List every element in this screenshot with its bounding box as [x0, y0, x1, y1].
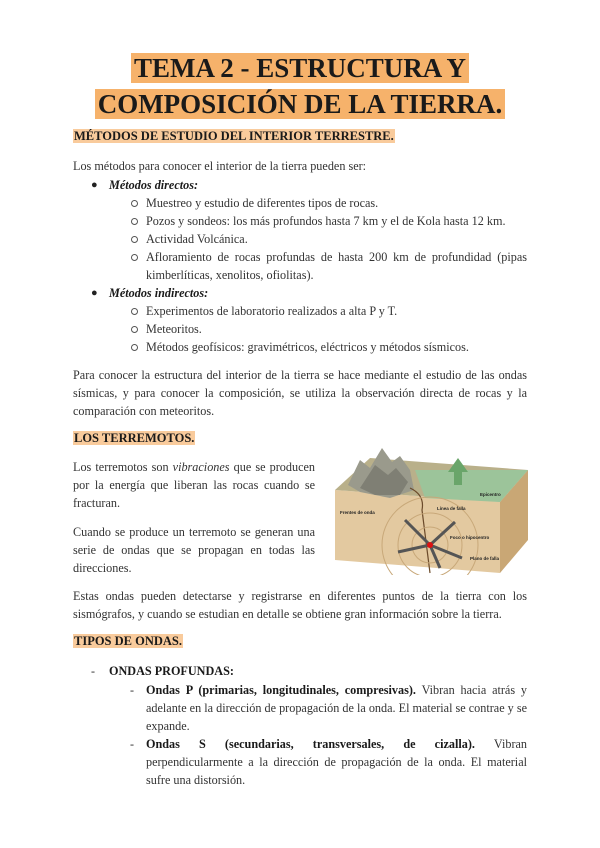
sub-bullet-circle	[131, 344, 138, 351]
label-fault-line: Línea de falla	[437, 506, 466, 511]
list-dash: -	[130, 737, 134, 751]
label-wave-fronts: Frentes de onda	[340, 510, 375, 515]
waves-paragraph: Cuando se produce un terremoto se generan una serie de ondas que se propagan en todas las direcciones.	[73, 525, 315, 575]
seismograph-paragraph: Estas ondas pueden detectarse y registrarse en diferentes puntos de la tierra con los sismógrafos, y cuando se estudian en detalle se obtiene gran información sobre la tierra.	[73, 589, 527, 621]
label-epicenter: Epicentro	[480, 492, 501, 497]
p-waves-text: Ondas P (primarias, longitudinales, compresivas). Vibran hacia atrás y adelante en la dirección de propagación de la onda. El material se contrae y se expande.	[146, 683, 528, 733]
heading-terremotos: LOS TERREMOTOS.	[74, 431, 195, 445]
deep-waves-label: ONDAS PROFUNDAS:	[109, 664, 234, 678]
direct-item-2: Pozos y sondeos: los más profundos hasta 7 km y el de Kola hasta 12 km.	[146, 214, 506, 228]
indirect-methods-label: Métodos indirectos:	[109, 286, 209, 300]
sub-bullet-circle	[131, 236, 138, 243]
label-hypocenter: Foco o hipocentro	[450, 535, 490, 540]
title-line-2: COMPOSICIÓN DE LA TIERRA.	[0, 86, 600, 122]
sub-bullet-circle	[131, 254, 138, 261]
structure-paragraph: Para conocer la estructura del interior de la tierra se hace mediante el estudio de las ondas sísmicas, y para conocer la composición, se utiliza la observación directa de rocas y la comparación con meteoritos.	[73, 368, 527, 418]
direct-item-3: Actividad Volcánica.	[146, 232, 248, 246]
heading-tipos-ondas: TIPOS DE ONDAS.	[74, 634, 183, 648]
direct-item-1: Muestreo y estudio de diferentes tipos de rocas.	[146, 196, 379, 210]
sub-bullet-circle	[131, 200, 138, 207]
earthquake-diagram	[330, 440, 530, 575]
title-line-1: TEMA 2 - ESTRUCTURA Y	[0, 50, 600, 86]
indirect-item-2: Meteoritos.	[146, 322, 202, 336]
intro-text: Los métodos para conocer el interior de la tierra pueden ser:	[73, 159, 367, 173]
indirect-item-1: Experimentos de laboratorio realizados a alta P y T.	[146, 304, 398, 318]
list-dash: -	[130, 683, 134, 697]
hypocenter-dot	[427, 542, 433, 548]
direct-item-4: Afloramiento de rocas profundas de hasta 200 km de profundidad (pipas kimberlíticas, xenolitos, ofiolitas).	[146, 250, 527, 282]
sub-bullet-circle	[131, 308, 138, 315]
direct-methods-label: Métodos directos:	[109, 178, 199, 192]
bullet-dot: ●	[91, 179, 98, 191]
label-fault-scarp: Escarpe de falla	[430, 445, 465, 450]
heading-metodos: MÉTODOS DE ESTUDIO DEL INTERIOR TERRESTRE.	[74, 129, 394, 143]
bullet-dot: ●	[91, 287, 98, 299]
label-fault-plane: Plano de falla	[470, 556, 500, 561]
sub-bullet-circle	[131, 326, 138, 333]
list-dash: -	[91, 664, 95, 678]
indirect-item-3: Métodos geofísicos: gravimétricos, eléctricos y métodos sísmicos.	[146, 340, 469, 354]
s-waves-text: Ondas S (secundarias, transversales, de cizalla). Vibran perpendicularmente a la dirección de propagación de la onda. El material sufre una distorsión.	[146, 737, 527, 787]
earthquake-definition: Los terremotos son vibraciones que se producen por la energía que liberan las rocas cuando se fracturan.	[73, 460, 315, 510]
sub-bullet-circle	[131, 218, 138, 225]
